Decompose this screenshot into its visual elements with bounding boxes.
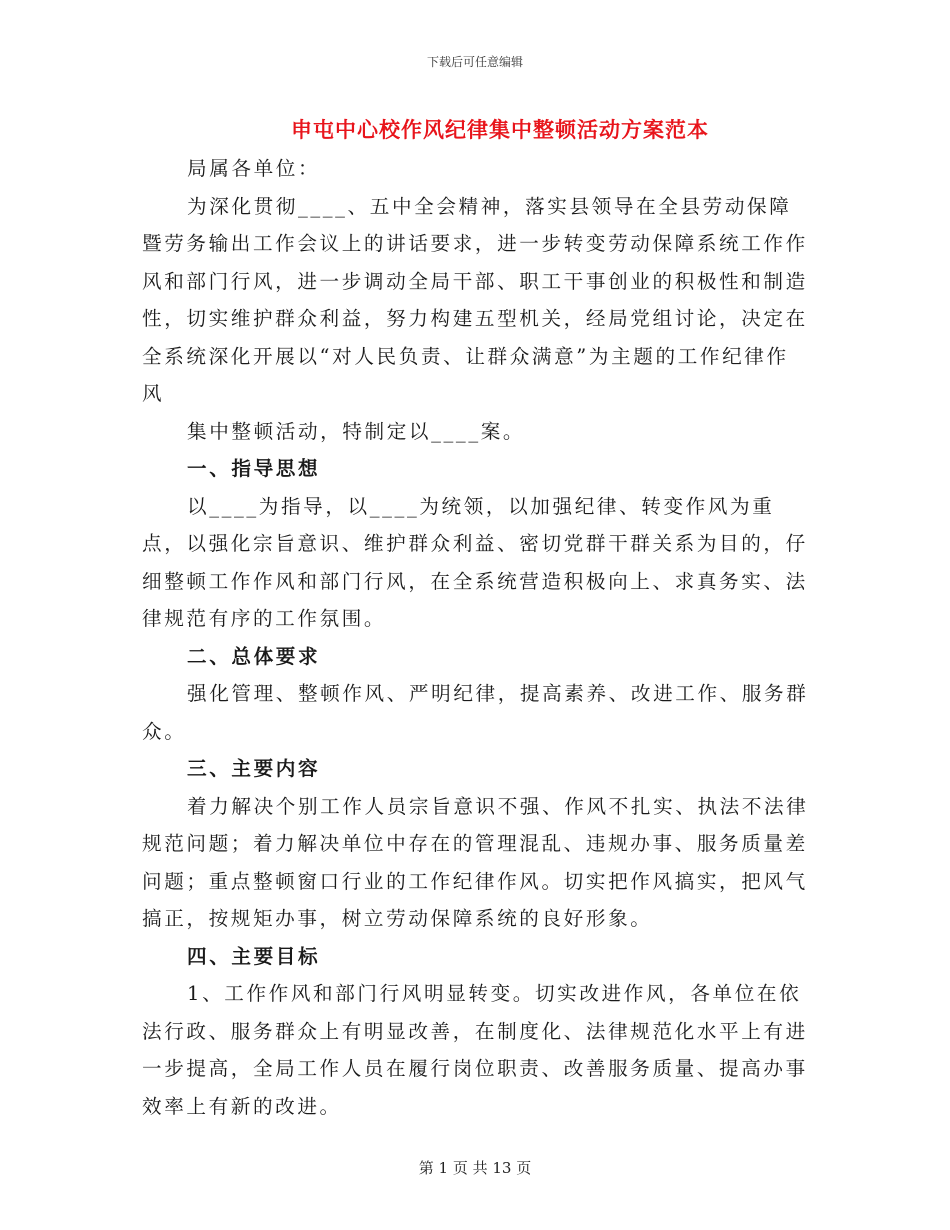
document-title: 申屯中心校作风纪律集中整顿活动方案范本 [291,117,709,142]
section-text-guiding-thought: 以____为指导，以____为统领，以加强纪律、转变作风为重点，以强化宗旨意识、维护群众利益、密切党群干群关系为目的，仔细整顿工作作风和部门行风，在全系统营造积极向上、求真务实、法律规范有序的工作氛围。 [142,494,808,630]
section-heading-main-content: 三、主要内容 [187,757,321,780]
document-body [142,150,810,1125]
section-heading-guiding-thought: 一、指导思想 [187,457,321,480]
section-heading-overall-requirements: 二、总体要求 [187,644,321,668]
salutation: 局属各单位： [187,157,321,180]
page-number-footer: 第 1 页 共 13 页 [418,1159,532,1177]
section-text-main-goals: 1、工作作风和部门行风明显转变。切实改进作风，各单位在依法行政、服务群众上有明显改善，在制度化、法律规范化水平上有进一步提高，全局工作人员在履行岗位职责、改善服务质量、提高办事效率上有新的改进。 [142,982,808,1118]
intro-continuation: 集中整顿活动，特制定以____案。 [187,419,526,443]
section-text-overall-requirements: 强化管理、整顿作风、严明纪律，提高素养、改进工作、服务群众。 [142,682,809,743]
header-note: 下载后可任意编辑 [426,55,523,69]
section-text-main-content: 着力解决个别工作人员宗旨意识不强、作风不扎实、执法不法律规范问题；着力解决单位中存在的管理混乱、违规办事、服务质量差问题；重点整顿窗口行业的工作纪律作风。切实把作风搞实，把风气搞正，按规矩办事，树立劳动保障系统的良好形象。 [142,794,809,930]
intro-paragraph: 为深化贯彻____、五中全会精神，落实县领导在全县劳动保障暨劳务输出工作会议上的讲话要求，进一步转变劳动保障系统工作作风和部门行风，进一步调动全局干部、职工干事创业的积极性和制造性，切实维护群众利益，努力构建五型机关，经局党组讨论，决定在全系统深化开展以“对人民负责、让群众满意”为主题的工作纪律作风 [142,194,808,405]
section-heading-main-goals: 四、主要目标 [187,944,321,968]
